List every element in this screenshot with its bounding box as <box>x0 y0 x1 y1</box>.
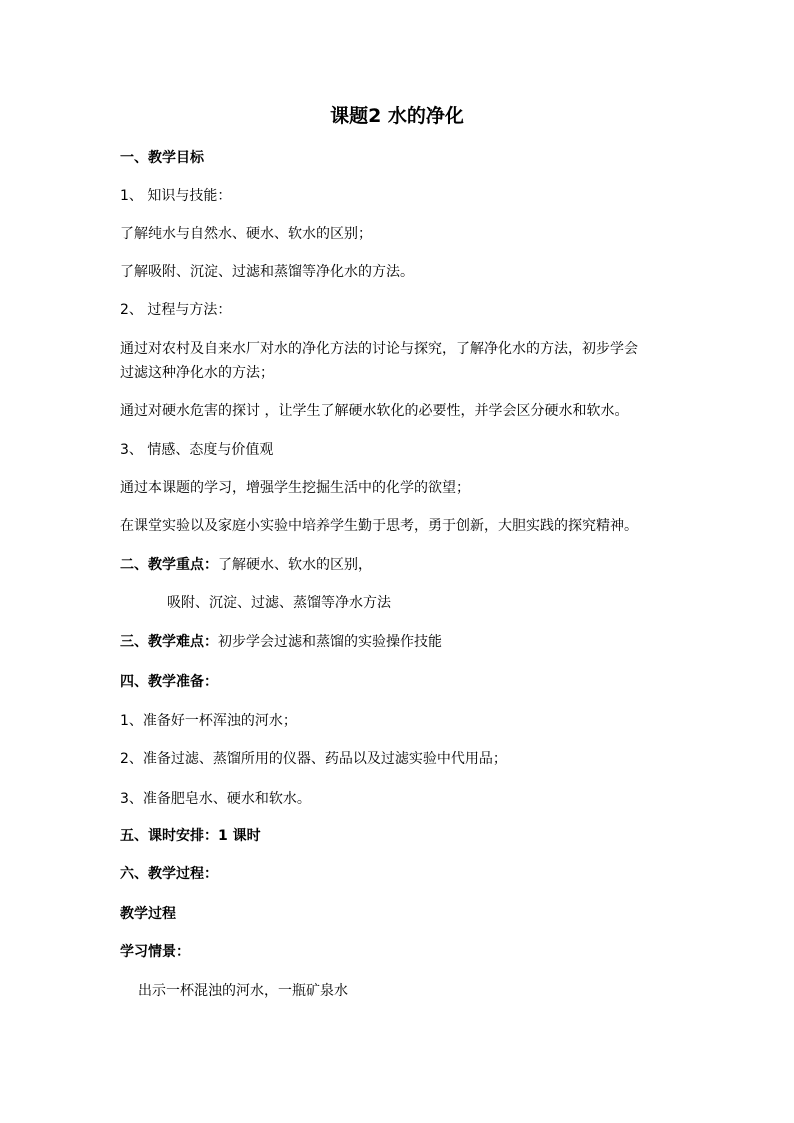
section-6-heading: 六、教学过程： <box>120 866 218 882</box>
section-5-text: 1 课时 <box>218 828 261 844</box>
section-2-heading: 二、教学重点： <box>120 557 218 573</box>
section-5-heading: 五、课时安排： <box>120 828 218 844</box>
section-3-row <box>120 632 442 652</box>
section-3-heading: 三、教学难点： <box>120 634 218 650</box>
section-1-text-4: 在课堂实验以及家庭小实验中培养学生勤于思考，勇于创新，大胆实践的探究精神。 <box>120 518 638 534</box>
section-2-row <box>120 555 372 575</box>
section-4-heading: 四、教学准备： <box>120 674 218 690</box>
section-1-text-1: 了解纯水与自然水、硬水、软水的区别； <box>120 226 372 242</box>
section-1-subheading-1: 1、 知识与技能： <box>120 188 232 204</box>
section-5-row <box>120 826 261 846</box>
section-1-subheading-2: 2、 过程与方法： <box>120 302 232 318</box>
scenario-heading: 学习情景： <box>120 944 190 960</box>
section-1-paragraph-2: 通过对硬水危害的探讨 ，让学生了解硬水软化的必要性，并学会区分硬水和软水。 <box>120 403 629 419</box>
section-1-heading: 一、教学目标 <box>120 150 204 166</box>
section-4-item-3: 3、准备肥皂水、硬水和软水。 <box>120 791 311 807</box>
section-1-text-2: 了解吸附、沉淀、过滤和蒸馏等净化水的方法。 <box>120 264 414 280</box>
section-4-item-2: 2、准备过滤、蒸馏所用的仪器、药品以及过滤实验中代用品； <box>120 751 507 767</box>
scenario-text: 出示一杯混浊的河水，一瓶矿泉水 <box>138 983 348 999</box>
page-title: 课题2 水的净化 <box>330 105 464 127</box>
section-2-text-1: 了解硬水、软水的区别， <box>218 557 372 573</box>
section-1-text-3: 通过本课题的学习，增强学生挖掘生活中的化学的欲望； <box>120 480 470 496</box>
section-1-subheading-3: 3、 情感、态度与价值观 <box>120 442 274 458</box>
section-3-text: 初步学会过滤和蒸馏的实验操作技能 <box>218 634 442 650</box>
section-1-paragraph-1-line-2: 过滤这种净化水的方法； <box>120 365 274 381</box>
section-2-text-2: 吸附、沉淀、过滤、蒸馏等净水方法 <box>167 595 391 611</box>
section-1-paragraph-1-line-1: 通过对农村及自来水厂对水的净化方法的讨论与探究，了解净化水的方法，初步学会 <box>120 341 638 357</box>
section-6-subheading: 教学过程 <box>120 906 176 922</box>
section-4-item-1: 1、准备好一杯浑浊的河水； <box>120 713 297 729</box>
